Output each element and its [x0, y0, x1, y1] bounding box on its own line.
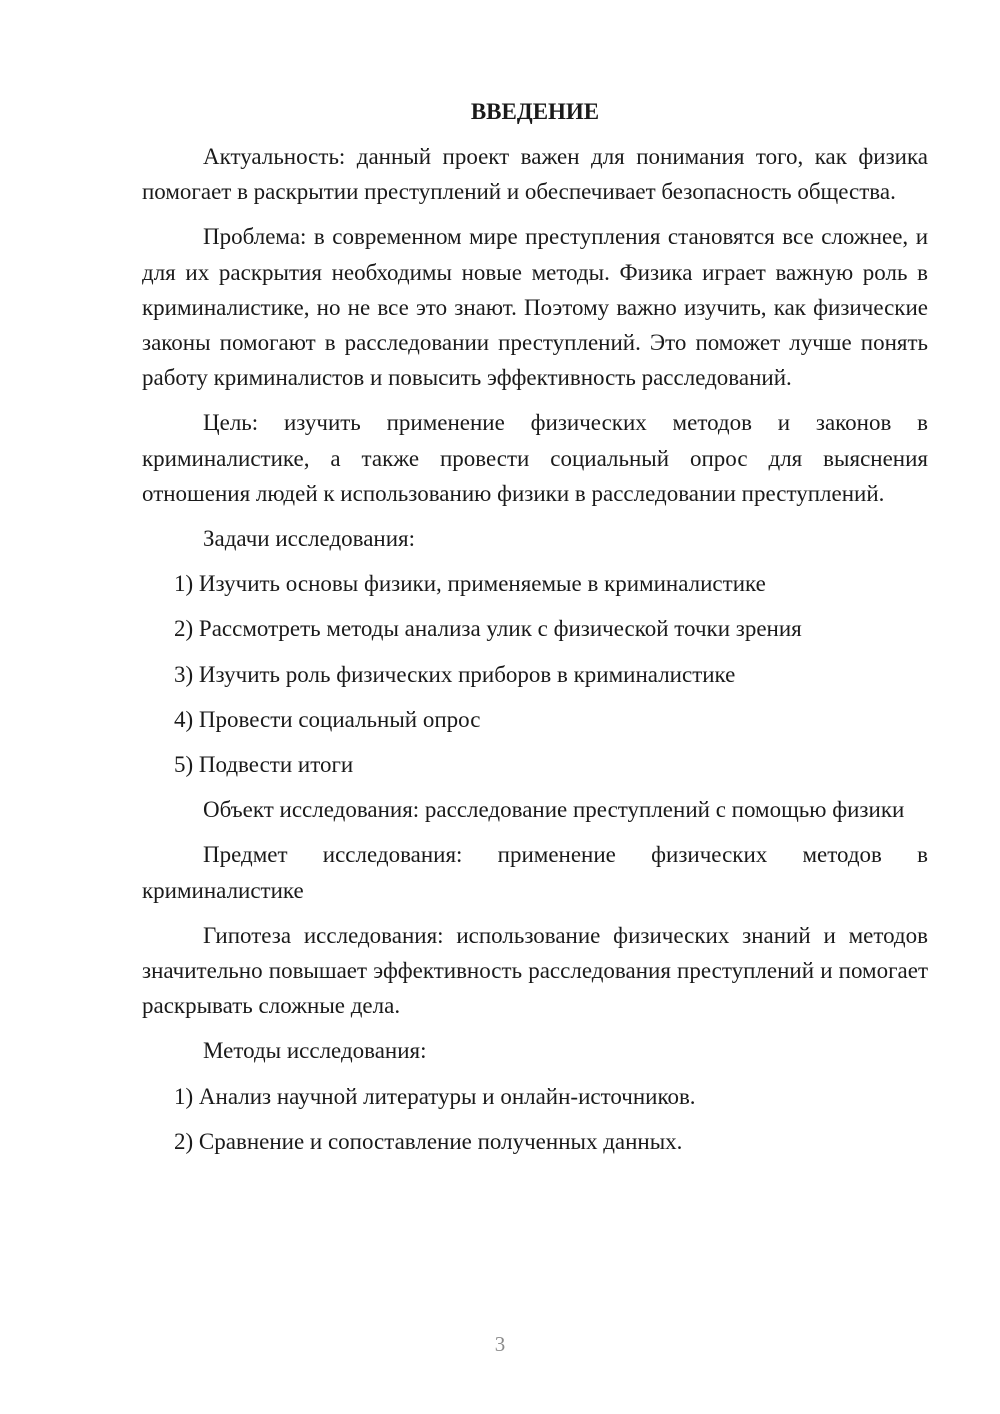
- methods-list: [142, 1079, 928, 1159]
- tasks-heading: Задачи исследования:: [203, 526, 416, 552]
- methods-heading: Методы исследования:: [203, 1038, 427, 1064]
- list-item: 5) Подвести итоги: [174, 752, 354, 778]
- relevance-paragraph: Актуальность: данный проект важен для понимания того, как физика помогает в раскрытии преступлений и обеспечивает безопасность общества.: [142, 144, 928, 205]
- hypothesis-paragraph: Гипотеза исследования: использование физических знаний и методов значительно повышает эффективность расследования преступлений и помогает раскрывать сложные дела.: [142, 922, 928, 1019]
- list-item: 1) Изучить основы физики, применяемые в криминалистике: [174, 571, 766, 597]
- document-page: [142, 94, 928, 1169]
- problem-paragraph: Проблема: в современном мире преступления становятся все сложнее, и для их раскрытия необходимы новые методы. Физика играет важную роль в криминалистике, но не все это знают. Поэтому важно изучить, как физические законы помогают в расследовании преступлений. Это поможет лучше понять работу криминалистов и повысить эффективность расследований.: [142, 224, 928, 391]
- list-item: 2) Рассмотреть методы анализа улик с физической точки зрения: [174, 616, 802, 642]
- tasks-list: [142, 566, 928, 782]
- list-item: 2) Сравнение и сопоставление полученных данных.: [174, 1128, 683, 1154]
- subject-paragraph: Предмет исследования: применение физических методов в криминалистике: [142, 842, 928, 903]
- object-paragraph: Объект исследования: расследование преступлений с помощью физики: [203, 797, 905, 823]
- list-item: 3) Изучить роль физических приборов в криминалистике: [174, 661, 736, 687]
- goal-paragraph: Цель: изучить применение физических методов и законов в криминалистике, а также провести социальный опрос для выяснения отношения людей к использованию физики в расследовании преступлений.: [142, 410, 928, 506]
- page-number: 3: [494, 1332, 506, 1356]
- list-item: 4) Провести социальный опрос: [174, 706, 481, 732]
- section-title: ВВЕДЕНИЕ: [470, 99, 600, 124]
- list-item: 1) Анализ научной литературы и онлайн-источников.: [174, 1083, 696, 1109]
